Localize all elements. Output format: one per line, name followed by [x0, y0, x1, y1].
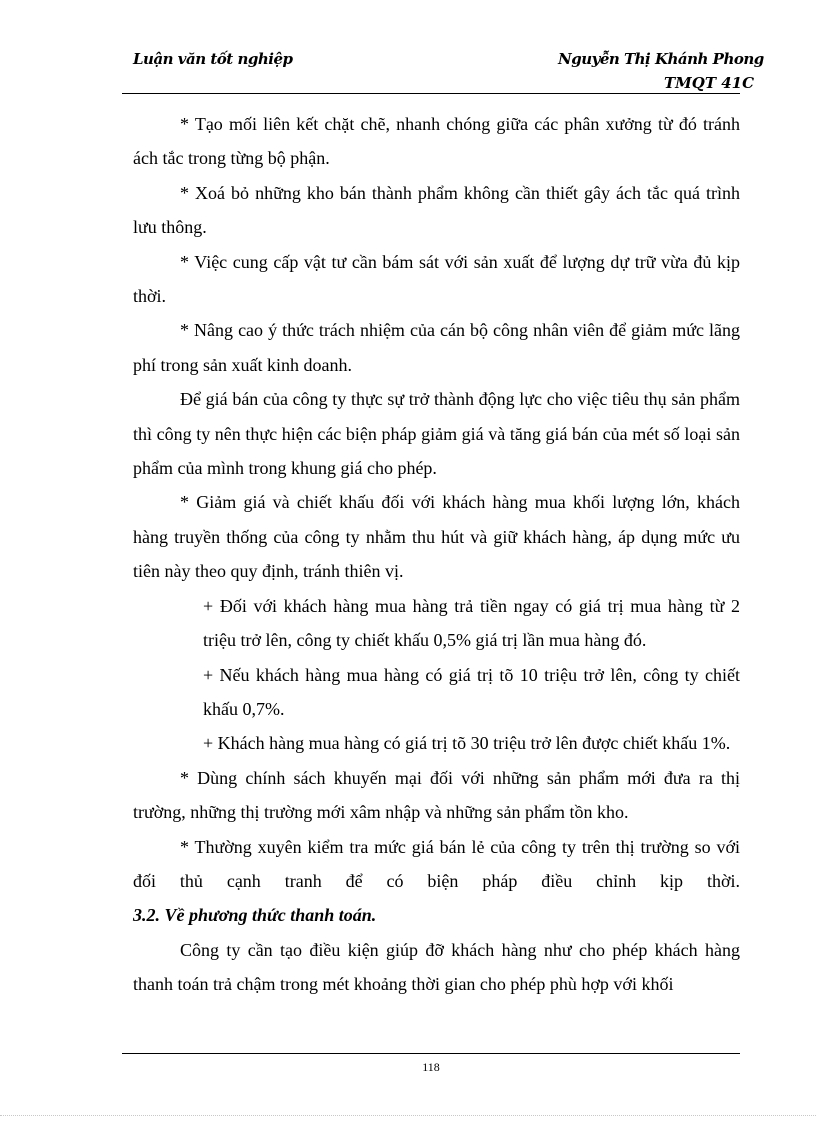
paragraph-promotions: * Dùng chính sách khuyến mại đối với những sản phẩm mới đưa ra thị trường, những thị trường mới xâm nhập và những sản phẩm tồn kho. — [133, 767, 740, 823]
page-boundary-line — [0, 1115, 816, 1116]
paragraph-price-monitoring: * Thường xuyên kiểm tra mức giá bán lẻ của công ty trên thị trường so với đối thủ cạnh tranh để có biện pháp điều chỉnh kịp thời. — [133, 836, 740, 891]
header-thesis-label: Luận văn tốt nghiệp — [133, 50, 293, 68]
list-item-discount-2m: + Đối với khách hàng mua hàng trả tiền ngay có giá trị mua hàng từ 2 triệu trở lên, công ty chiết khấu 0,5% giá trị lần mua hàng đó. — [203, 595, 740, 651]
page-body — [133, 107, 740, 1002]
list-item-discount-30m: + Khách hàng mua hàng có giá trị tõ 30 triệu trở lên được chiết khấu 1%. — [203, 733, 731, 754]
paragraph-responsibility: * Nâng cao ý thức trách nhiệm của cán bộ công nhân viên để giảm mức lãng phí trong sản xuất kinh doanh. — [133, 320, 740, 375]
paragraph-workshop-links: * Tạo mối liên kết chặt chẽ, nhanh chóng giữa các phân xưởng từ đó tránh ách tắc trong từng bộ phận. — [133, 114, 740, 169]
paragraph-pricing-strategy: Để giá bán của công ty thực sự trở thành động lực cho việc tiêu thụ sản phẩm thì công ty nên thực hiện các biện pháp giảm giá và tăng giá bán của mét số loại sản phẩm của mình trong khung giá cho phép. — [133, 389, 740, 479]
section-heading-payment: 3.2. Về phương thức thanh toán. — [133, 905, 377, 926]
paragraph-remove-warehouses: * Xoá bỏ những kho bán thành phẩm không cần thiết gây ách tắc quá trình lưu thông. — [133, 182, 740, 238]
footer-divider — [122, 1053, 740, 1054]
header-author-name: Nguyễn Thị Khánh Phong — [558, 50, 764, 68]
page-number: 118 — [422, 1060, 440, 1074]
paragraph-discounts: * Giảm giá và chiết khấu đối với khách hàng mua khối lượng lớn, khách hàng truyền thống của công ty nhằm thu hút và giữ khách hàng, áp dụng mức ưu tiên này theo quy định, tránh thiên vị. — [133, 492, 740, 582]
paragraph-material-supply: * Việc cung cấp vật tư cần bám sát với sản xuất để lượng dự trữ vừa đủ kịp thời. — [133, 251, 740, 307]
header-divider — [122, 93, 740, 94]
list-item-discount-10m: + Nếu khách hàng mua hàng có giá trị tõ 10 triệu trở lên, công ty chiết khấu 0,7%. — [203, 664, 740, 719]
paragraph-payment-terms: Công ty cần tạo điều kiện giúp đỡ khách hàng như cho phép khách hàng thanh toán trả chậm trong mét khoảng thời gian cho phép phù hợp với khối — [133, 939, 740, 995]
header-class-code: TMQT 41C — [664, 74, 755, 92]
